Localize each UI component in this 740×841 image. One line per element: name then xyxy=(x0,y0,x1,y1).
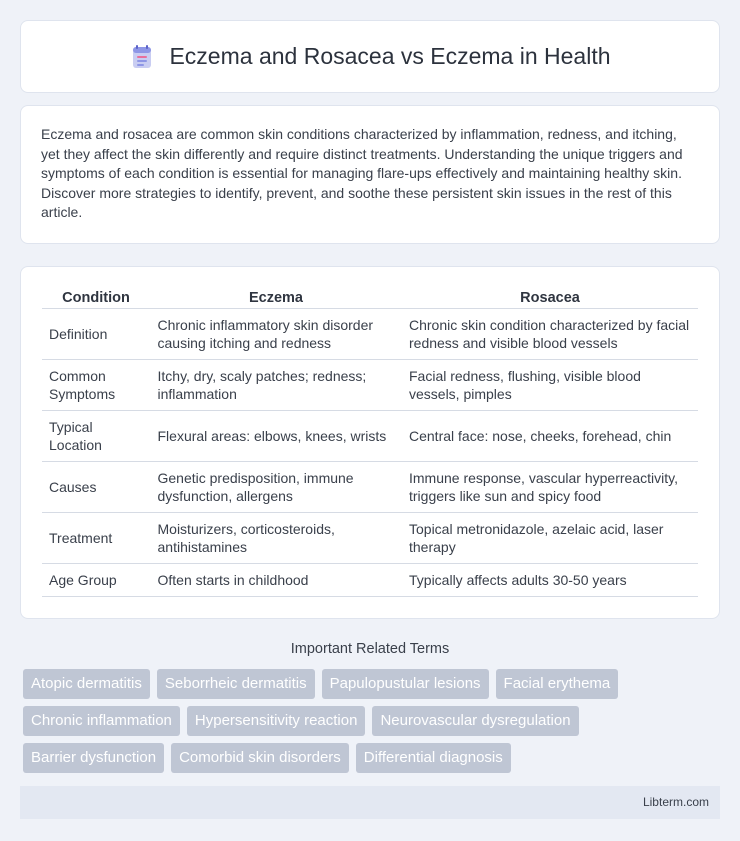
table-header-row xyxy=(42,287,698,309)
rosacea-cell: Topical metronidazole, azelaic acid, laser therapy xyxy=(402,512,698,563)
intro-card xyxy=(20,105,720,244)
related-term-tag[interactable]: Hypersensitivity reaction xyxy=(187,706,366,736)
title-card xyxy=(20,20,720,93)
table-row xyxy=(42,563,698,596)
footer-site-link[interactable]: Libterm.com xyxy=(642,795,709,809)
table-row xyxy=(42,512,698,563)
column-header-condition: Condition xyxy=(42,287,150,309)
rosacea-cell: Immune response, vascular hyperreactivity, triggers like sun and spicy food xyxy=(402,461,698,512)
table-row xyxy=(42,410,698,461)
rosacea-cell: Facial redness, flushing, visible blood vessels, pimples xyxy=(402,359,698,410)
related-term-tag[interactable]: Facial erythema xyxy=(496,669,619,699)
document-icon xyxy=(129,44,155,70)
row-label: Common Symptoms xyxy=(42,359,150,410)
related-terms-title: Important Related Terms xyxy=(290,640,450,657)
related-term-tag[interactable]: Seborrheic dermatitis xyxy=(157,669,315,699)
related-term-tag[interactable]: Differential diagnosis xyxy=(356,743,511,773)
row-label: Treatment xyxy=(42,512,150,563)
comparison-table-card xyxy=(20,266,720,619)
eczema-cell: Itchy, dry, scaly patches; redness; inflammation xyxy=(150,359,402,410)
rosacea-cell: Central face: nose, cheeks, forehead, chin xyxy=(402,410,698,461)
related-term-tag[interactable]: Chronic inflammation xyxy=(23,706,180,736)
intro-text: Eczema and rosacea are common skin conditions characterized by inflammation, redness, and itching, yet they affect the skin differently and require distinct treatments. Understanding the unique triggers and symptoms of each condition is essential for managing flare-ups effectively and maintaining healthy skin. Discover more strategies to identify, prevent, and soothe these persistent skin issues in the rest of this article. xyxy=(41,126,683,220)
footer xyxy=(20,786,720,819)
row-label: Age Group xyxy=(42,563,150,596)
related-term-tag[interactable]: Neurovascular dysregulation xyxy=(372,706,578,736)
related-term-tag[interactable]: Barrier dysfunction xyxy=(23,743,164,773)
row-label: Typical Location xyxy=(42,410,150,461)
eczema-cell: Genetic predisposition, immune dysfunction, allergens xyxy=(150,461,402,512)
rosacea-cell: Typically affects adults 30-50 years xyxy=(402,563,698,596)
page-title: Eczema and Rosacea vs Eczema in Health xyxy=(169,43,611,69)
eczema-cell: Often starts in childhood xyxy=(150,563,402,596)
column-header-rosacea: Rosacea xyxy=(402,287,698,309)
row-label: Causes xyxy=(42,461,150,512)
related-terms-list xyxy=(20,669,720,773)
related-term-tag[interactable]: Comorbid skin disorders xyxy=(171,743,349,773)
row-label: Definition xyxy=(42,308,150,359)
column-header-eczema: Eczema xyxy=(150,287,402,309)
eczema-cell: Chronic inflammatory skin disorder causing itching and redness xyxy=(150,308,402,359)
related-term-tag[interactable]: Papulopustular lesions xyxy=(322,669,489,699)
eczema-cell: Moisturizers, corticosteroids, antihistamines xyxy=(150,512,402,563)
table-row xyxy=(42,461,698,512)
comparison-table xyxy=(42,287,698,597)
table-row xyxy=(42,359,698,410)
table-row xyxy=(42,308,698,359)
rosacea-cell: Chronic skin condition characterized by facial redness and visible blood vessels xyxy=(402,308,698,359)
related-term-tag[interactable]: Atopic dermatitis xyxy=(23,669,150,699)
eczema-cell: Flexural areas: elbows, knees, wrists xyxy=(150,410,402,461)
